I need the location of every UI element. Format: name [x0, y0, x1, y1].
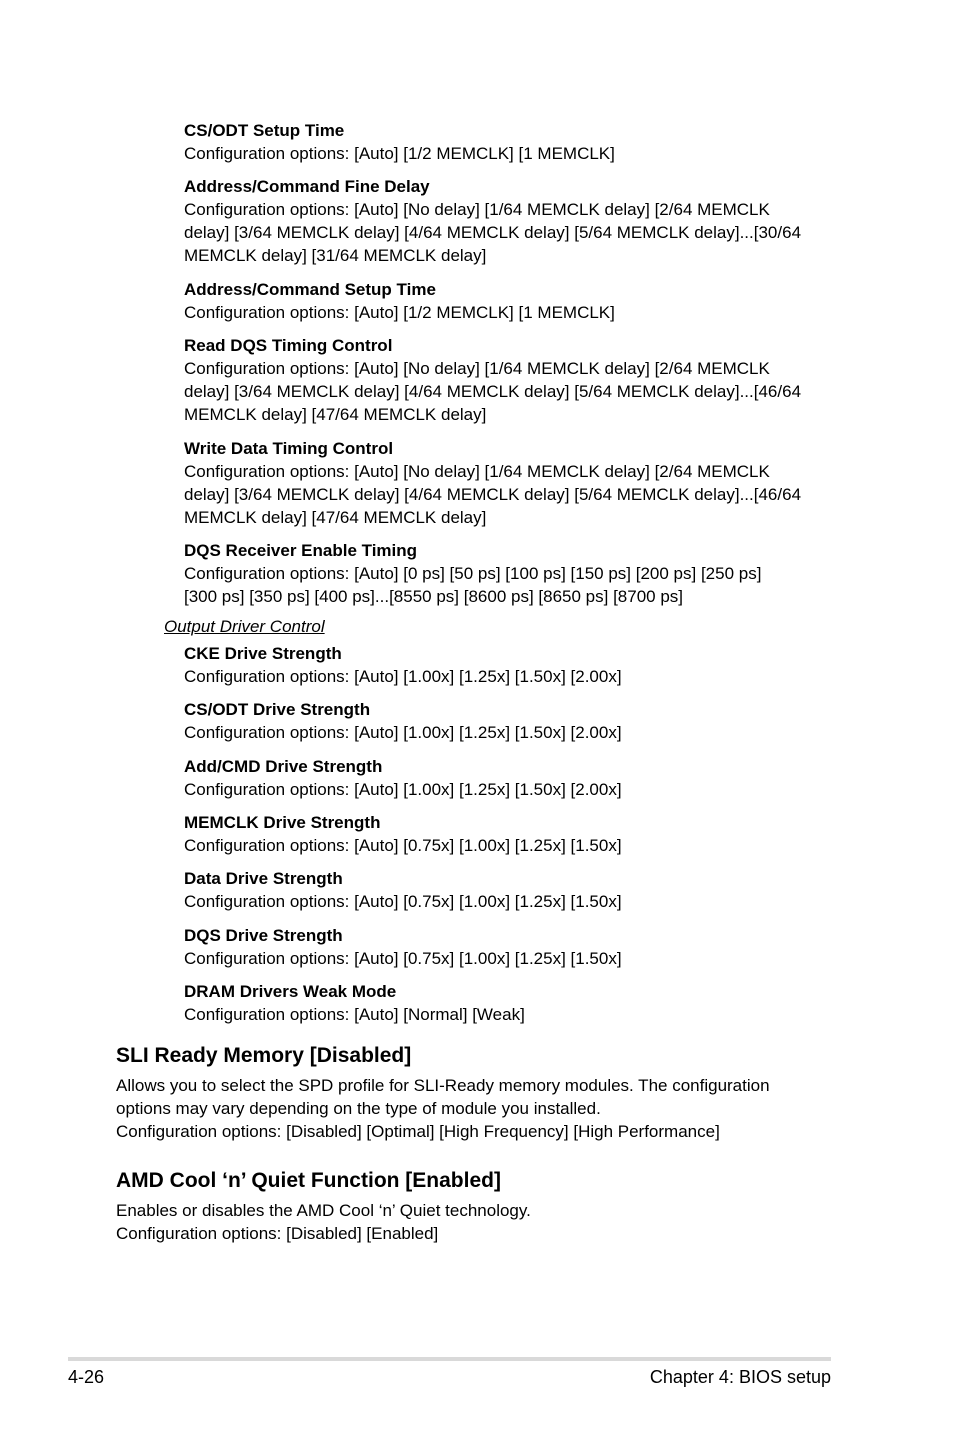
setting-title: Address/Command Setup Time — [184, 280, 436, 299]
setting-title: Address/Command Fine Delay — [184, 177, 430, 196]
setting-cs-odt-setup-time — [184, 119, 834, 165]
setting-title: Write Data Timing Control — [184, 439, 394, 458]
setting-dqs-receiver-enable-timing — [184, 539, 834, 608]
setting-options: MEMCLK delay] [31/64 MEMCLK delay] — [184, 246, 487, 265]
setting-title: DQS Receiver Enable Timing — [184, 541, 418, 560]
setting-options: Configuration options: [Auto] [0 ps] [50 ps] [100 ps] [150 ps] [200 ps] [250 ps] — [184, 564, 762, 583]
setting-title: CKE Drive Strength — [184, 644, 342, 663]
setting-options: Configuration options: [Auto] [1/2 MEMCLK] [1 MEMCLK] — [184, 144, 615, 163]
section-text: Configuration options: [Disabled] [Enabled] — [116, 1224, 439, 1243]
section-heading: AMD Cool ‘n’ Quiet Function [Enabled] — [116, 1169, 501, 1192]
setting-title: Add/CMD Drive Strength — [184, 757, 383, 776]
setting-title: Read DQS Timing Control — [184, 336, 393, 355]
setting-read-dqs-timing-control — [184, 334, 834, 426]
footer-divider — [68, 1357, 831, 1361]
setting-options: Configuration options: [Auto] [1.00x] [1.25x] [1.50x] [2.00x] — [184, 780, 622, 799]
setting-options: Configuration options: [Auto] [Normal] [Weak] — [184, 1005, 525, 1024]
section-heading: SLI Ready Memory [Disabled] — [116, 1044, 412, 1067]
setting-options: MEMCLK delay] [47/64 MEMCLK delay] — [184, 405, 487, 424]
section-amd-cool-n-quiet — [116, 1167, 816, 1245]
page-number: 4-26 — [68, 1367, 105, 1387]
setting-dram-drivers-weak-mode — [184, 980, 834, 1026]
setting-options: MEMCLK delay] [47/64 MEMCLK delay] — [184, 508, 487, 527]
setting-address-command-fine-delay — [184, 175, 834, 267]
setting-options: delay] [3/64 MEMCLK delay] [4/64 MEMCLK delay] [5/64 MEMCLK delay]...[46/64 — [184, 485, 802, 504]
setting-options: Configuration options: [Auto] [1/2 MEMCLK] [1 MEMCLK] — [184, 303, 615, 322]
setting-options: Configuration options: [Auto] [1.00x] [1.25x] [1.50x] [2.00x] — [184, 667, 622, 686]
chapter-title: Chapter 4: BIOS setup — [649, 1367, 831, 1387]
setting-options: delay] [3/64 MEMCLK delay] [4/64 MEMCLK delay] [5/64 MEMCLK delay]...[30/64 — [184, 223, 802, 242]
setting-options: Configuration options: [Auto] [No delay] [1/64 MEMCLK delay] [2/64 MEMCLK — [184, 462, 770, 481]
section-text: Enables or disables the AMD Cool ‘n’ Quiet technology. — [116, 1201, 531, 1220]
setting-title: CS/ODT Setup Time — [184, 121, 345, 140]
setting-memclk-drive-strength — [184, 811, 834, 857]
setting-title: DQS Drive Strength — [184, 926, 343, 945]
section-text: Allows you to select the SPD profile for SLI-Ready memory modules. The configuration — [116, 1076, 770, 1095]
setting-options: Configuration options: [Auto] [1.00x] [1.25x] [1.50x] [2.00x] — [184, 723, 622, 742]
setting-data-drive-strength — [184, 867, 834, 913]
setting-options: Configuration options: [Auto] [0.75x] [1.00x] [1.25x] [1.50x] — [184, 892, 622, 911]
setting-cs-odt-drive-strength — [184, 698, 834, 744]
setting-title: CS/ODT Drive Strength — [184, 700, 371, 719]
section-sli-ready-memory — [116, 1042, 816, 1143]
section-text: options may vary depending on the type of module you installed. — [116, 1099, 601, 1118]
setting-write-data-timing-control — [184, 437, 834, 529]
setting-options: Configuration options: [Auto] [No delay] [1/64 MEMCLK delay] [2/64 MEMCLK — [184, 359, 770, 378]
setting-options: [300 ps] [350 ps] [400 ps]...[8550 ps] [8600 ps] [8650 ps] [8700 ps] — [184, 587, 684, 606]
setting-options: Configuration options: [Auto] [0.75x] [1.00x] [1.25x] [1.50x] — [184, 836, 622, 855]
setting-title: MEMCLK Drive Strength — [184, 813, 381, 832]
setting-options: delay] [3/64 MEMCLK delay] [4/64 MEMCLK delay] [5/64 MEMCLK delay]...[46/64 — [184, 382, 802, 401]
setting-cke-drive-strength — [184, 642, 834, 688]
section-text: Configuration options: [Disabled] [Optimal] [High Frequency] [High Performance] — [116, 1122, 720, 1141]
setting-title: DRAM Drivers Weak Mode — [184, 982, 397, 1001]
setting-title: Data Drive Strength — [184, 869, 343, 888]
setting-options: Configuration options: [Auto] [No delay] [1/64 MEMCLK delay] [2/64 MEMCLK — [184, 200, 770, 219]
setting-add-cmd-drive-strength — [184, 755, 834, 801]
group-label-output-driver-control: Output Driver Control — [164, 617, 325, 636]
setting-address-command-setup-time — [184, 278, 834, 324]
setting-options: Configuration options: [Auto] [0.75x] [1.00x] [1.25x] [1.50x] — [184, 949, 622, 968]
setting-dqs-drive-strength — [184, 924, 834, 970]
